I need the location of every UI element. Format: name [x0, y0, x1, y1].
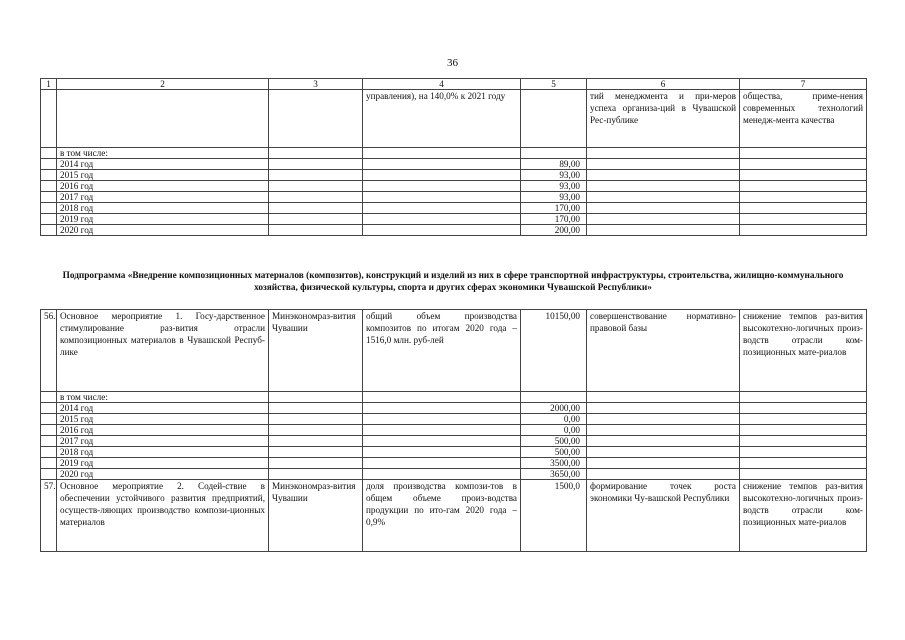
header-cell: 3 — [269, 79, 363, 90]
page-number: 36 — [447, 57, 458, 69]
year-row — [41, 469, 867, 480]
executor-cell: Минэкономраз-вития Чувашии — [269, 480, 363, 552]
risk-cell: снижение темпов раз-вития высокотехно-логичных произ-водств отрасли ком-позиционных мате-риалов — [740, 480, 867, 552]
year-row — [41, 203, 867, 214]
row-number: 57. — [41, 480, 57, 552]
table-row — [41, 90, 867, 148]
year-row — [41, 159, 867, 170]
year-value: 170,00 — [521, 214, 587, 225]
amount-cell: 10150,00 — [521, 310, 587, 392]
executor-cell: Минэкономраз-вития Чувашии — [269, 310, 363, 392]
year-row — [41, 403, 867, 414]
year-value: 3500,00 — [521, 458, 587, 469]
year-row — [41, 447, 867, 458]
table-row-57 — [41, 480, 867, 552]
year-label: 2014 год — [57, 403, 269, 414]
header-cell: 7 — [740, 79, 867, 90]
risk-cell: общества, приме-нения современных технологий менедж-мента качества — [740, 90, 867, 148]
year-row — [41, 214, 867, 225]
year-row — [41, 414, 867, 425]
year-label: 2020 год — [57, 225, 269, 236]
year-label: 2019 год — [57, 214, 269, 225]
year-value: 170,00 — [521, 203, 587, 214]
table-upper — [40, 78, 867, 236]
risk-cell: снижение темпов раз-вития высокотехно-логичных произ-водств отрасли ком-позиционных мате-риалов — [740, 310, 867, 392]
including-label: в том числе: — [57, 392, 269, 403]
year-value: 93,00 — [521, 181, 587, 192]
year-label: 2019 год — [57, 458, 269, 469]
header-cell: 5 — [521, 79, 587, 90]
result-cell: формирование точек роста экономики Чу-вашской Республики — [587, 480, 740, 552]
year-value: 2000,00 — [521, 403, 587, 414]
year-value: 93,00 — [521, 192, 587, 203]
year-value: 0,00 — [521, 425, 587, 436]
year-row — [41, 181, 867, 192]
including-label: в том числе: — [57, 148, 269, 159]
year-label: 2017 год — [57, 436, 269, 447]
year-value: 89,00 — [521, 159, 587, 170]
year-label: 2020 год — [57, 469, 269, 480]
year-row — [41, 458, 867, 469]
measure-cell: Основное мероприятие 2. Содей-ствие в обеспечении устойчивого развития предприятий, осуществ-ляющих производство компози-ционных материалов — [57, 480, 269, 552]
table-lower — [40, 309, 867, 552]
year-row — [41, 192, 867, 203]
indicator-cell: доля производства компози-тов в общем объеме произ-водства продукции по ито-гам 2020 года – 0,9% — [363, 480, 521, 552]
year-row — [41, 225, 867, 236]
year-value: 3650,00 — [521, 469, 587, 480]
amount-cell: 1500,0 — [521, 480, 587, 552]
year-value: 200,00 — [521, 225, 587, 236]
header-cell: 6 — [587, 79, 740, 90]
table-row — [41, 148, 867, 159]
year-label: 2017 год — [57, 192, 269, 203]
year-label: 2015 год — [57, 170, 269, 181]
result-cell: совершенствование нормативно-правовой базы — [587, 310, 740, 392]
measure-cell: Основное мероприятие 1. Госу-дарственное стимулирование раз-вития отрасли композиционных материалов в Чувашской Респуб-лике — [57, 310, 269, 392]
year-label: 2014 год — [57, 159, 269, 170]
year-row — [41, 170, 867, 181]
header-cell: 2 — [57, 79, 269, 90]
year-value: 93,00 — [521, 170, 587, 181]
year-value: 500,00 — [521, 436, 587, 447]
year-value: 0,00 — [521, 414, 587, 425]
year-label: 2016 год — [57, 181, 269, 192]
result-cell: тий менеджмента и при-меров успеха организа-ций в Чувашской Рес-публике — [587, 90, 740, 148]
table-header-row — [41, 79, 867, 90]
year-label: 2018 год — [57, 203, 269, 214]
year-label: 2016 год — [57, 425, 269, 436]
year-label: 2015 год — [57, 414, 269, 425]
indicator-cell: управления), на 140,0% к 2021 году — [363, 90, 521, 148]
header-cell: 1 — [41, 79, 57, 90]
indicator-cell: общий объем производства композитов по итогам 2020 года – 1516,0 млн. руб-лей — [363, 310, 521, 392]
year-label: 2018 год — [57, 447, 269, 458]
subprogram-heading: Подпрограмма «Внедрение композиционных материалов (композитов), конструкций и изделий из них в сфере транспортной инфраструктуры, строительства, жилищно-коммунального хозяйства, физической культуры, спорта и других сферах экономики Чувашской Республики» — [62, 271, 844, 293]
year-row — [41, 425, 867, 436]
year-row — [41, 436, 867, 447]
header-cell: 4 — [363, 79, 521, 90]
table-row-56 — [41, 310, 867, 392]
table-row — [41, 392, 867, 403]
year-value: 500,00 — [521, 447, 587, 458]
row-number: 56. — [41, 310, 57, 392]
